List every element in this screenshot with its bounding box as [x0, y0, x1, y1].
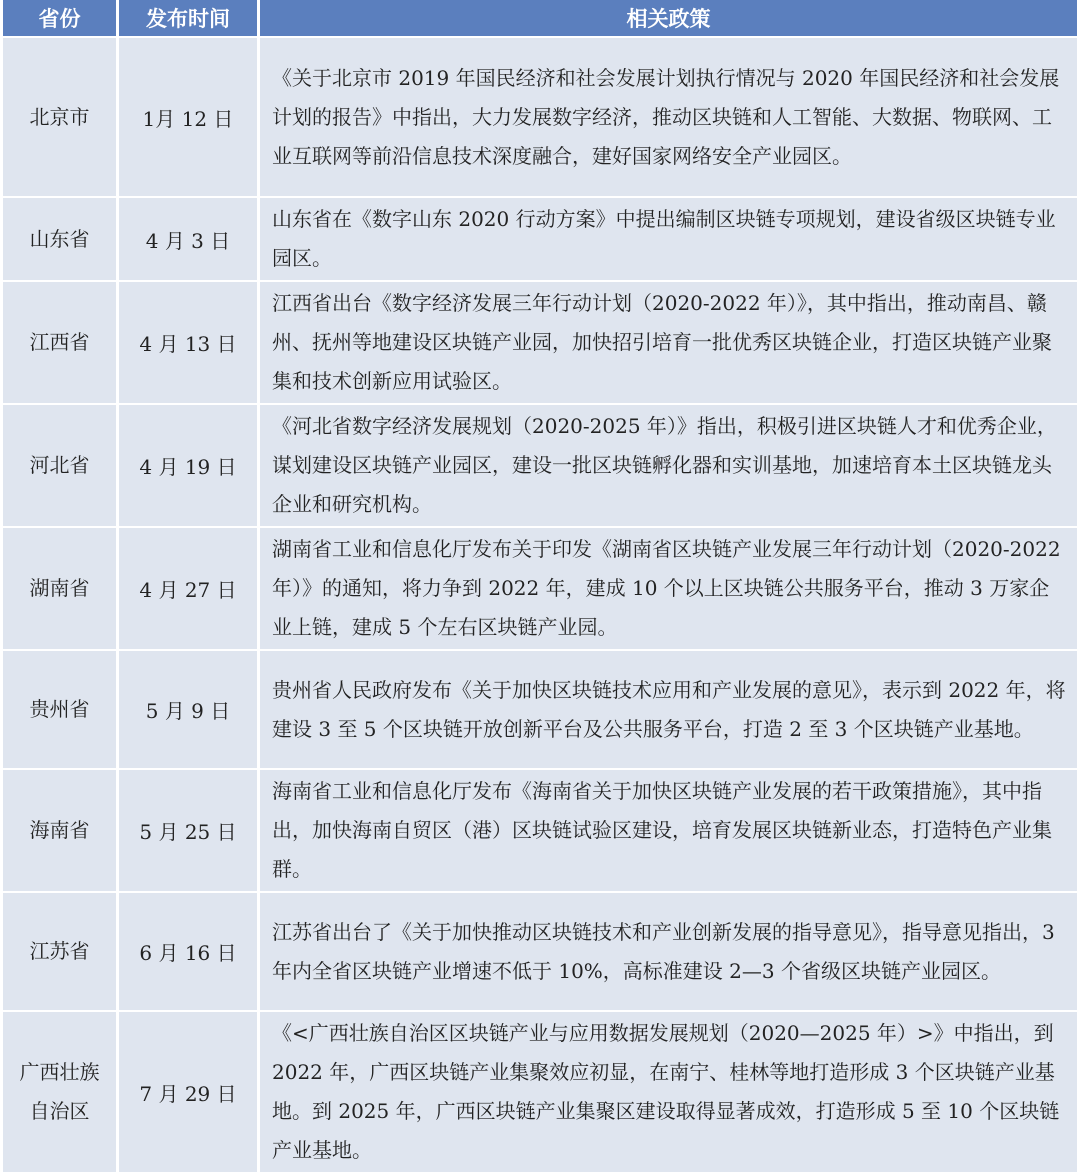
province-text: 江苏省 — [29, 939, 90, 963]
date-cell: 5 月 25 日 — [119, 770, 257, 891]
province-cell — [3, 651, 116, 768]
table-row — [3, 1012, 1077, 1172]
province-text: 山东省 — [29, 226, 90, 251]
policy-text: 江西省出台《数字经济发展三年行动计划（2020-2022 年）》，其中指出，推动南昌、赣州、抚州等地建设区块链产业园，加快招引培育一批优秀区块链企业，打造区块链产业聚集和技术创新应用试验区。 — [272, 291, 1052, 393]
province-cell — [3, 770, 116, 891]
policy-cell — [260, 893, 1077, 1010]
policy-text: 湖南省工业和信息化厅发布关于印发《湖南省区块链产业发展三年行动计划（2020-2022 年）》的通知，将力争到 2022 年，建成 10 个以上区块链公共服务平台，推动 3 万家企业上链，建成 5 个左右区块链产业园。 — [272, 537, 1061, 639]
policy-text: 山东省在《数字山东 2020 行动方案》中提出编制区块链专项规划，建设省级区块链专业园区。 — [272, 207, 1056, 270]
policy-cell — [260, 651, 1077, 768]
date-cell: 4 月 27 日 — [119, 528, 257, 649]
province-text: 北京市 — [29, 104, 90, 129]
policy-text: 海南省工业和信息化厅发布《海南省关于加快区块链产业发展的若干政策措施》，其中指出，加快海南自贸区（港）区块链试验区建设，培育发展区块链新业态，打造特色产业集群。 — [272, 779, 1052, 881]
province-text: 湖南省 — [29, 576, 90, 600]
table-row — [3, 198, 1077, 280]
header-province: 省份 — [3, 0, 116, 36]
date-cell: 1月 12 日 — [119, 38, 257, 196]
header-policy: 相关政策 — [260, 0, 1077, 36]
province-cell — [3, 893, 116, 1010]
policy-text: 《关于北京市 2019 年国民经济和社会发展计划执行情况与 2020 年国民经济和社会发展计划的报告》中指出，大力发展数字经济，推动区块链和人工智能、大数据、物联网、工业互联网等前沿信息技术深度融合，建好国家网络安全产业园区。 — [272, 65, 1060, 168]
table-row — [3, 893, 1077, 1010]
table-row — [3, 405, 1077, 526]
policy-cell — [260, 38, 1077, 196]
date-cell: 4 月 19 日 — [119, 405, 257, 526]
table-row — [3, 528, 1077, 649]
province-cell — [3, 38, 116, 196]
province-text: 海南省 — [29, 818, 90, 842]
province-cell — [3, 282, 116, 403]
province-text: 广西壮族自治区 — [19, 1060, 100, 1123]
province-cell — [3, 1012, 116, 1172]
table-header-row — [3, 0, 1077, 36]
policy-text: 江苏省出台了《关于加快推动区块链技术和产业创新发展的指导意见》，指导意见指出，3 年内全省区块链产业增速不低于 10%，高标准建设 2—3 个省级区块链产业园区。 — [272, 919, 1055, 983]
date-cell: 6 月 16 日 — [119, 893, 257, 1010]
date-cell: 7 月 29 日 — [119, 1012, 257, 1172]
policy-cell — [260, 770, 1077, 891]
table-row — [3, 282, 1077, 403]
province-text: 河北省 — [29, 453, 90, 477]
table-row — [3, 651, 1077, 768]
policy-text: 贵州省人民政府发布《关于加快区块链技术应用和产业发展的意见》，表示到 2022 年，将建设 3 至 5 个区块链开放创新平台及公共服务平台，打造 2 至 3 个区块链产业基地。 — [272, 677, 1066, 741]
policy-cell — [260, 198, 1077, 280]
date-cell: 5 月 9 日 — [119, 651, 257, 768]
province-cell — [3, 528, 116, 649]
policy-cell — [260, 1012, 1077, 1172]
policy-cell — [260, 405, 1077, 526]
province-cell — [3, 198, 116, 280]
policy-text: 《<广西壮族自治区区块链产业与应用数据发展规划（2020—2025 年）>》中指出，到 2022 年，广西区块链产业集聚效应初显，在南宁、桂林等地打造形成 3 个区块链产业基地。到 2025 年，广西区块链产业集聚区建设取得显著成效，打造形成 5 至 10 个区块链产业基地。 — [272, 1021, 1060, 1162]
province-text: 江西省 — [29, 330, 90, 354]
province-text: 贵州省 — [29, 697, 90, 721]
policy-cell — [260, 282, 1077, 403]
table-row — [3, 38, 1077, 196]
header-date: 发布时间 — [119, 0, 257, 36]
province-cell — [3, 405, 116, 526]
date-cell: 4 月 13 日 — [119, 282, 257, 403]
policy-text: 《河北省数字经济发展规划（2020-2025 年）》指出，积极引进区块链人才和优秀企业，谋划建设区块链产业园区，建设一批区块链孵化器和实训基地，加速培育本土区块链龙头企业和研究机构。 — [272, 414, 1057, 516]
table-row — [3, 770, 1077, 891]
policy-cell — [260, 528, 1077, 649]
date-cell: 4 月 3 日 — [119, 198, 257, 280]
